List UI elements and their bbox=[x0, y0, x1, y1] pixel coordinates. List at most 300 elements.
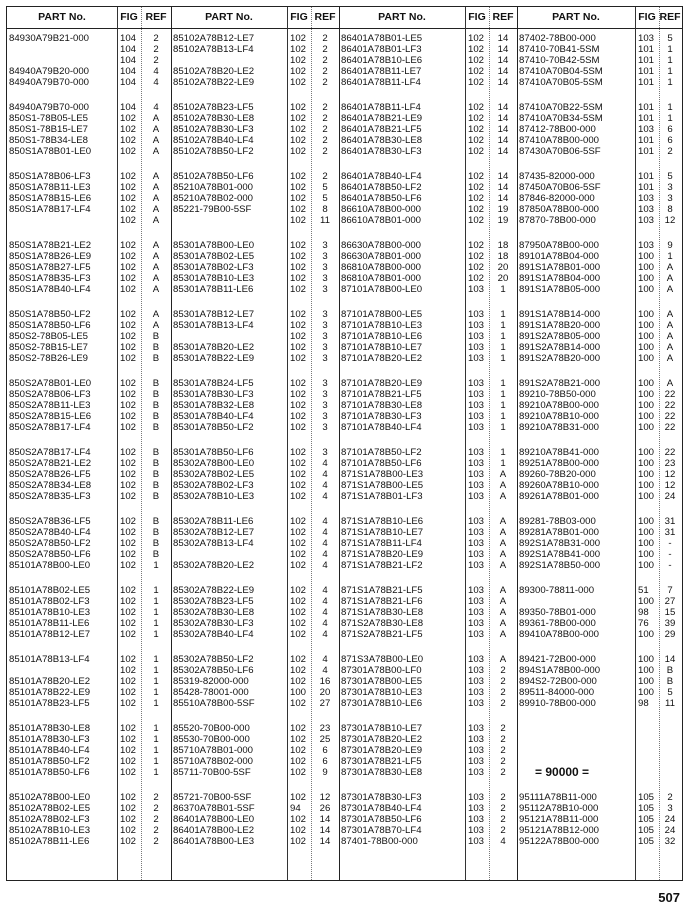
ref-number: 2 bbox=[667, 146, 673, 157]
part-number: 85101A78B02-LE5 bbox=[9, 585, 91, 596]
table-row bbox=[7, 469, 682, 480]
fig-number: 104 bbox=[120, 102, 137, 113]
part-number: 85221-79B00-5SF bbox=[173, 204, 252, 215]
part-number: 85301A78B50-LF2 bbox=[173, 422, 254, 433]
fig-number: 51 bbox=[638, 585, 649, 596]
table-row bbox=[7, 33, 682, 44]
ref-number: A bbox=[152, 113, 160, 124]
fig-number: 102 bbox=[290, 66, 307, 77]
fig-number: 103 bbox=[468, 469, 485, 480]
ref-number: 3 bbox=[322, 389, 328, 400]
fig-number: 101 bbox=[638, 77, 655, 88]
part-number: 85101A78B22-LE9 bbox=[9, 687, 91, 698]
ref-number: 22 bbox=[664, 400, 676, 411]
part-number: 892S1A78B41-000 bbox=[519, 549, 601, 560]
ref-number: A bbox=[152, 146, 160, 157]
part-number: 850S1-78B34-LE8 bbox=[9, 135, 88, 146]
part-number: 85102A78B23-LF5 bbox=[173, 102, 254, 113]
fig-number: 102 bbox=[290, 378, 307, 389]
ref-number: 12 bbox=[664, 215, 676, 226]
ref-number: 18 bbox=[497, 251, 509, 262]
fig-number: 104 bbox=[120, 66, 137, 77]
part-number: 85302A78B02-LE5 bbox=[173, 469, 255, 480]
part-number: 86401A78B50-LF2 bbox=[341, 182, 422, 193]
fig-number: 102 bbox=[290, 331, 307, 342]
header-ref: REF bbox=[492, 11, 514, 23]
part-number: 871S2A78B30-LE8 bbox=[341, 618, 424, 629]
part-number: 891S1A78B05-000 bbox=[519, 284, 601, 295]
ref-number: 4 bbox=[322, 549, 328, 560]
part-number: 85102A78B12-LE7 bbox=[173, 33, 255, 44]
ref-number: 6 bbox=[667, 124, 673, 135]
fig-number: 102 bbox=[120, 549, 137, 560]
part-number: 850S1A78B17-LF4 bbox=[9, 204, 91, 215]
part-number: 85301A78B11-LE6 bbox=[173, 284, 254, 295]
fig-number: 103 bbox=[468, 629, 485, 640]
fig-number: 102 bbox=[468, 193, 485, 204]
part-number: 850S2A78B21-LE2 bbox=[9, 458, 92, 469]
ref-number: 2 bbox=[153, 825, 159, 836]
part-number: 89511-84000-000 bbox=[519, 687, 595, 698]
part-number: 95121A78B12-000 bbox=[519, 825, 600, 836]
fig-number: 102 bbox=[290, 814, 307, 825]
fig-number: 102 bbox=[290, 767, 307, 778]
fig-number: 105 bbox=[638, 803, 655, 814]
fig-number: 103 bbox=[468, 687, 485, 698]
fig-number: 102 bbox=[468, 171, 485, 182]
fig-number: 102 bbox=[120, 422, 137, 433]
fig-number: 103 bbox=[468, 723, 485, 734]
fig-number: 102 bbox=[120, 469, 137, 480]
ref-number: 2 bbox=[500, 814, 506, 825]
part-number: 871S1A78B10-LE7 bbox=[341, 527, 424, 538]
ref-number: A bbox=[499, 538, 507, 549]
fig-number: 102 bbox=[120, 607, 137, 618]
ref-number: 2 bbox=[153, 836, 159, 847]
table-row bbox=[7, 447, 682, 458]
fig-number: 102 bbox=[290, 618, 307, 629]
fig-number: 102 bbox=[120, 113, 137, 124]
ref-number: 1 bbox=[667, 55, 673, 66]
ref-number: B bbox=[152, 378, 160, 389]
part-number: 86630A78B00-000 bbox=[341, 240, 422, 251]
ref-number: 3 bbox=[322, 331, 328, 342]
fig-number: 98 bbox=[638, 607, 649, 618]
part-number: 894S2-72B00-000 bbox=[519, 676, 597, 687]
ref-number: 3 bbox=[667, 193, 673, 204]
ref-number: 2 bbox=[153, 803, 159, 814]
part-number bbox=[517, 596, 635, 607]
fig-number: 102 bbox=[120, 527, 137, 538]
table-row bbox=[7, 629, 682, 640]
fig-number: 103 bbox=[468, 607, 485, 618]
ref-number: 6 bbox=[667, 135, 673, 146]
ref-number: 3 bbox=[322, 320, 328, 331]
ref-number: 4 bbox=[500, 836, 506, 847]
ref-number: 14 bbox=[319, 836, 331, 847]
table-row bbox=[7, 618, 682, 629]
table-row bbox=[7, 171, 682, 182]
header-ref: REF bbox=[659, 11, 681, 23]
rule-ref-left bbox=[141, 7, 142, 880]
part-number: 87301A78B00-LF0 bbox=[341, 665, 422, 676]
fig-number: 102 bbox=[290, 113, 307, 124]
fig-number: 100 bbox=[638, 342, 655, 353]
table-row bbox=[7, 516, 682, 527]
ref-number: 2 bbox=[322, 66, 328, 77]
ref-number: 14 bbox=[497, 44, 509, 55]
parts-index-table bbox=[6, 6, 683, 881]
ref-number: B bbox=[152, 422, 160, 433]
fig-number: 100 bbox=[638, 549, 655, 560]
fig-number: 102 bbox=[120, 745, 137, 756]
ref-number: A bbox=[152, 240, 160, 251]
fig-number: 103 bbox=[468, 491, 485, 502]
fig-number: 103 bbox=[468, 400, 485, 411]
table-row bbox=[7, 491, 682, 502]
ref-number: 2 bbox=[500, 803, 506, 814]
part-number: 87410A70B04-5SM bbox=[519, 66, 603, 77]
part-number: 86401A78B00-LE3 bbox=[173, 836, 255, 847]
part-number: 85302A78B02-LF3 bbox=[173, 480, 254, 491]
fig-number: 100 bbox=[638, 527, 655, 538]
part-number: 85102A78B10-LE3 bbox=[9, 825, 91, 836]
fig-number: 102 bbox=[120, 825, 137, 836]
fig-number: 102 bbox=[290, 182, 307, 193]
part-number: 84940A79B20-000 bbox=[9, 66, 90, 77]
fig-number: 102 bbox=[120, 182, 137, 193]
ref-number: 26 bbox=[319, 803, 331, 814]
fig-number: 100 bbox=[638, 458, 655, 469]
ref-number: 4 bbox=[322, 596, 328, 607]
fig-number: 76 bbox=[638, 618, 649, 629]
part-number: 871S1A78B21-LF2 bbox=[341, 560, 423, 571]
table-row bbox=[7, 538, 682, 549]
table-row bbox=[7, 353, 682, 364]
table-row bbox=[7, 215, 682, 226]
ref-number: 7 bbox=[667, 585, 673, 596]
part-number: 850S1A78B35-LF3 bbox=[9, 273, 91, 284]
table-row bbox=[7, 745, 682, 756]
part-number: 871S1A78B11-LF4 bbox=[341, 538, 422, 549]
ref-number: 2 bbox=[500, 665, 506, 676]
fig-number: 100 bbox=[638, 538, 655, 549]
fig-number: 102 bbox=[468, 273, 485, 284]
ref-number: 2 bbox=[322, 33, 328, 44]
ref-number: 1 bbox=[153, 665, 159, 676]
part-number: 87450A70B06-5SF bbox=[519, 182, 601, 193]
ref-number: B bbox=[152, 480, 160, 491]
part-number: 891S1A78B14-000 bbox=[519, 309, 601, 320]
table-row bbox=[7, 102, 682, 113]
part-number: 85101A78B10-LE3 bbox=[9, 607, 91, 618]
part-number: 87430A70B06-5SF bbox=[519, 146, 601, 157]
fig-number: 101 bbox=[638, 102, 655, 113]
part-number: 850S2-78B26-LE9 bbox=[9, 353, 88, 364]
fig-number: 103 bbox=[638, 204, 655, 215]
part-number: 85319-82000-000 bbox=[173, 676, 249, 687]
part-number: 850S2A78B50-LF2 bbox=[9, 538, 91, 549]
fig-number: 103 bbox=[468, 792, 485, 803]
part-number: 85101A78B12-LE7 bbox=[9, 629, 91, 640]
fig-number: 101 bbox=[638, 182, 655, 193]
part-number: 87101A78B50-LF6 bbox=[341, 458, 422, 469]
fig-number: 102 bbox=[290, 204, 307, 215]
part-number: 87101A78B10-LE6 bbox=[341, 331, 423, 342]
part-number: 85101A78B50-LF6 bbox=[9, 767, 90, 778]
part-number: 87950A78B00-000 bbox=[519, 240, 600, 251]
part-number: 85301A78B00-LE0 bbox=[173, 240, 255, 251]
table-row bbox=[7, 146, 682, 157]
fig-number: 103 bbox=[468, 756, 485, 767]
part-number: 89350-78B01-000 bbox=[519, 607, 596, 618]
ref-number: 2 bbox=[153, 792, 159, 803]
fig-number: 102 bbox=[120, 836, 137, 847]
part-number: 85520-70B00-000 bbox=[173, 723, 250, 734]
part-number: 87410A70B22-5SM bbox=[519, 102, 603, 113]
fig-number: 102 bbox=[120, 629, 137, 640]
part-number: 89910-78B00-000 bbox=[519, 698, 596, 709]
part-number: 95111A78B11-000 bbox=[519, 792, 597, 803]
fig-number: 100 bbox=[638, 411, 655, 422]
fig-number: 102 bbox=[120, 560, 137, 571]
ref-number: A bbox=[499, 654, 507, 665]
part-number: 87410A70B05-5SM bbox=[519, 77, 603, 88]
ref-number: A bbox=[152, 215, 160, 226]
part-number: 891S1A78B04-000 bbox=[519, 273, 601, 284]
ref-number: A bbox=[152, 204, 160, 215]
table-row bbox=[7, 803, 682, 814]
ref-number: 12 bbox=[319, 792, 331, 803]
part-number: 85302A78B30-LE8 bbox=[173, 607, 255, 618]
ref-number: 14 bbox=[664, 654, 676, 665]
part-number: 85101A78B20-LE2 bbox=[9, 676, 91, 687]
ref-number: A bbox=[666, 262, 674, 273]
fig-number: 102 bbox=[120, 447, 137, 458]
part-number: 89101A78B04-000 bbox=[519, 251, 600, 262]
rule-fig-left bbox=[117, 7, 118, 880]
fig-number: 104 bbox=[120, 33, 137, 44]
fig-number: 102 bbox=[290, 458, 307, 469]
ref-number: A bbox=[666, 320, 674, 331]
fig-number: 103 bbox=[468, 447, 485, 458]
fig-number: 102 bbox=[120, 342, 137, 353]
part-number: 85302A78B40-LF4 bbox=[173, 629, 254, 640]
ref-number: 15 bbox=[664, 607, 676, 618]
table-row bbox=[7, 654, 682, 665]
part-number: 87301A78B10-LE3 bbox=[341, 687, 423, 698]
ref-number: 5 bbox=[667, 687, 673, 698]
fig-number: 102 bbox=[120, 734, 137, 745]
part-number: 85711-70B00-5SF bbox=[173, 767, 251, 778]
part-number: 850S1-78B05-LE5 bbox=[9, 113, 88, 124]
ref-number: 11 bbox=[665, 698, 675, 709]
ref-number: 3 bbox=[667, 182, 673, 193]
fig-number: 102 bbox=[290, 676, 307, 687]
part-number: 87101A78B20-LE9 bbox=[341, 378, 423, 389]
fig-number: 102 bbox=[290, 745, 307, 756]
part-number: 85302A78B23-LF5 bbox=[173, 596, 254, 607]
part-number: 85302A78B11-LE6 bbox=[173, 516, 254, 527]
part-number: 95122A78B00-000 bbox=[519, 836, 600, 847]
ref-number: B bbox=[152, 353, 160, 364]
part-number: 850S2A78B17-LF4 bbox=[9, 422, 91, 433]
ref-number: 3 bbox=[322, 353, 328, 364]
fig-number: 103 bbox=[468, 411, 485, 422]
fig-number: 100 bbox=[638, 389, 655, 400]
fig-number: 103 bbox=[468, 549, 485, 560]
header-ref: REF bbox=[145, 11, 167, 23]
ref-number: A bbox=[499, 596, 507, 607]
fig-number: 102 bbox=[290, 320, 307, 331]
fig-number: 103 bbox=[468, 560, 485, 571]
fig-number: 102 bbox=[290, 734, 307, 745]
fig-number: 103 bbox=[468, 342, 485, 353]
fig-number: 102 bbox=[120, 320, 137, 331]
part-number: 89210A78B31-000 bbox=[519, 422, 600, 433]
ref-number: 3 bbox=[322, 447, 328, 458]
fig-number: 102 bbox=[468, 182, 485, 193]
ref-number: 5 bbox=[667, 33, 673, 44]
part-number: 89361-78B00-000 bbox=[519, 618, 596, 629]
part-number: 86610A78B01-000 bbox=[341, 215, 422, 226]
ref-number: 1 bbox=[500, 320, 506, 331]
fig-number: 102 bbox=[290, 342, 307, 353]
fig-number: 102 bbox=[290, 215, 307, 226]
part-number: 95112A78B10-000 bbox=[519, 803, 599, 814]
fig-number: 102 bbox=[290, 469, 307, 480]
table-row bbox=[7, 422, 682, 433]
header-part-no: PART No. bbox=[205, 11, 253, 23]
part-number: 850S2A78B15-LE6 bbox=[9, 411, 92, 422]
table-row bbox=[7, 723, 682, 734]
fig-number: 102 bbox=[120, 585, 137, 596]
rule-column-divider bbox=[339, 7, 340, 880]
ref-number: 5 bbox=[322, 193, 328, 204]
ref-number: - bbox=[668, 538, 672, 549]
fig-number: 102 bbox=[290, 44, 307, 55]
ref-number: B bbox=[666, 676, 674, 687]
ref-number: 1 bbox=[667, 251, 673, 262]
table-row bbox=[7, 585, 682, 596]
ref-number: 3 bbox=[322, 251, 328, 262]
table-row bbox=[7, 378, 682, 389]
fig-number: 103 bbox=[468, 378, 485, 389]
ref-number: 4 bbox=[322, 527, 328, 538]
part-number: 85301A78B22-LE9 bbox=[173, 353, 255, 364]
part-number: 85102A78B20-LE2 bbox=[173, 66, 255, 77]
fig-number: 103 bbox=[468, 480, 485, 491]
part-number: 87401-78B00-000 bbox=[341, 836, 418, 847]
fig-number: 105 bbox=[638, 792, 655, 803]
part-number: 87410-70B41-5SM bbox=[519, 44, 600, 55]
part-number: 87101A78B00-LE0 bbox=[341, 284, 423, 295]
part-number: 85301A78B12-LE7 bbox=[173, 309, 255, 320]
fig-number: 104 bbox=[120, 44, 137, 55]
fig-number: 102 bbox=[120, 309, 137, 320]
fig-number: 102 bbox=[468, 55, 485, 66]
ref-number: A bbox=[152, 262, 160, 273]
ref-number: 24 bbox=[664, 491, 676, 502]
fig-number: 102 bbox=[290, 55, 307, 66]
ref-number: 1 bbox=[500, 353, 506, 364]
table-row bbox=[7, 596, 682, 607]
ref-number: A bbox=[666, 378, 674, 389]
fig-number: 102 bbox=[290, 240, 307, 251]
ref-number: 2 bbox=[322, 135, 328, 146]
table-row bbox=[7, 135, 682, 146]
fig-number: 103 bbox=[638, 33, 655, 44]
fig-number: 102 bbox=[120, 756, 137, 767]
ref-number: A bbox=[499, 629, 507, 640]
part-number: 87301A78B30-LF3 bbox=[341, 792, 422, 803]
part-number: 87410-70B42-5SM bbox=[519, 55, 600, 66]
fig-number: 102 bbox=[290, 284, 307, 295]
ref-number: 2 bbox=[500, 734, 506, 745]
ref-number: 2 bbox=[322, 77, 328, 88]
fig-number: 102 bbox=[120, 411, 137, 422]
fig-number: 102 bbox=[290, 527, 307, 538]
part-number: 86401A78B10-LE6 bbox=[341, 55, 423, 66]
fig-number: 102 bbox=[120, 251, 137, 262]
part-number: 89210A78B10-000 bbox=[519, 411, 600, 422]
ref-number: 1 bbox=[153, 618, 159, 629]
part-number: 85302A78B30-LF3 bbox=[173, 618, 254, 629]
part-number: 85301A78B50-LF6 bbox=[173, 447, 254, 458]
ref-number: 2 bbox=[153, 814, 159, 825]
fig-number: 102 bbox=[120, 331, 137, 342]
part-number: 87410A78B00-000 bbox=[519, 135, 600, 146]
table-row bbox=[7, 814, 682, 825]
fig-number: 101 bbox=[638, 171, 655, 182]
ref-number: 20 bbox=[319, 687, 331, 698]
fig-number: 100 bbox=[638, 284, 655, 295]
ref-number: 3 bbox=[322, 378, 328, 389]
ref-number: 3 bbox=[322, 309, 328, 320]
fig-number: 103 bbox=[638, 240, 655, 251]
part-number: 871S3A78B00-LE0 bbox=[341, 654, 424, 665]
part-number: 85302A78B50-LF2 bbox=[173, 654, 254, 665]
ref-number: 23 bbox=[664, 458, 676, 469]
rule-ref-left bbox=[311, 7, 312, 880]
fig-number: 103 bbox=[468, 596, 485, 607]
fig-number: 102 bbox=[290, 596, 307, 607]
fig-number: 100 bbox=[290, 687, 307, 698]
fig-number: 102 bbox=[290, 353, 307, 364]
ref-number: 12 bbox=[664, 469, 676, 480]
part-number: 84940A79B70-000 bbox=[9, 77, 90, 88]
header-part-no: PART No. bbox=[38, 11, 86, 23]
table-row bbox=[7, 676, 682, 687]
part-number: 85302A78B00-LE0 bbox=[173, 458, 255, 469]
table-row bbox=[7, 792, 682, 803]
ref-number: 14 bbox=[497, 66, 509, 77]
fig-number: 102 bbox=[468, 102, 485, 113]
part-number: 85101A78B40-LF4 bbox=[9, 745, 90, 756]
part-number: 86401A78B00-LE2 bbox=[173, 825, 255, 836]
part-number: 87301A78B30-LE8 bbox=[341, 767, 423, 778]
section-note: = 90000 = bbox=[535, 765, 590, 779]
part-number: 850S2A78B34-LE8 bbox=[9, 480, 92, 491]
fig-number: 102 bbox=[468, 124, 485, 135]
fig-number: 102 bbox=[468, 204, 485, 215]
ref-number: 3 bbox=[667, 803, 673, 814]
ref-number: 1 bbox=[500, 378, 506, 389]
ref-number: 20 bbox=[497, 273, 509, 284]
part-number: 891S1A78B20-000 bbox=[519, 320, 601, 331]
ref-number: A bbox=[152, 182, 160, 193]
fig-number: 102 bbox=[120, 389, 137, 400]
